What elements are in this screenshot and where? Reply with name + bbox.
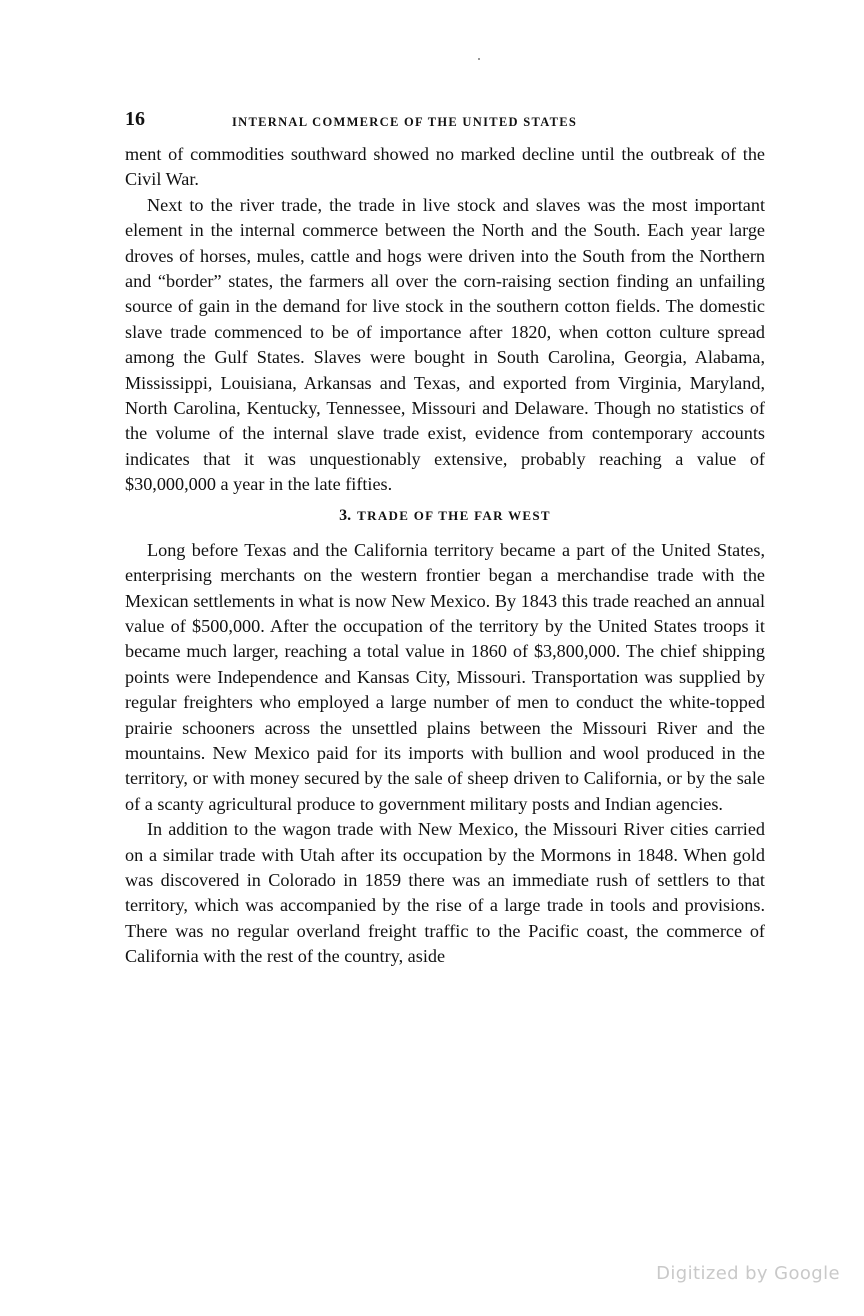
- paragraph-wagon-trade: In addition to the wagon trade with New Mexico, the Missouri River cities carried on a similar trade with Utah after its occupation by the Mormons in 1848. When gold was discovered in Colorado in 1859 there was an immediate rush of settlers to that territory, which was accompanied by the rise of a large trade in tools and provisions. There was no regular overland freight traffic to the Pacific coast, the commerce of California with the rest of the country, aside: [125, 819, 765, 967]
- book-page: [125, 108, 765, 970]
- section-title: TRADE OF THE FAR WEST: [357, 507, 551, 523]
- page-number: 16: [125, 108, 145, 130]
- scan-speck: [478, 58, 480, 60]
- paragraph-far-west-trade: Long before Texas and the California territory became a part of the United States, enterprising merchants on the western frontier began a merchandise trade with the Mexican settlements in what is now New Mexico. By 1843 this trade reached an annual value of $500,000. After the occupation of the territory by the United States troops it became much larger, reaching a total value in 1860 of $3,800,000. The chief shipping points were Independence and Kansas City, Missouri. Transportation was supplied by regular freighters who employed a large number of men to conduct the white-topped prairie schooners across the unsettled plains between the Missouri River and the mountains. New Mexico paid for its imports with bullion and wool produced in the territory, or with money secured by the sale of sheep driven to California, or by the sale of a scanty agricultural produce to government military posts and Indian agencies.: [125, 539, 765, 814]
- section-heading: [125, 506, 765, 526]
- running-head: INTERNAL COMMERCE OF THE UNITED STATES: [232, 115, 578, 129]
- digitized-watermark: Digitized by Google: [656, 1263, 840, 1284]
- paragraph-continuation: ment of commodities southward showed no marked decline until the outbreak of the Civil War.: [125, 144, 765, 190]
- page-header: [125, 108, 765, 142]
- paragraph-live-stock-slave-trade: Next to the river trade, the trade in live stock and slaves was the most important element in the internal commerce between the North and the South. Each year large droves of horses, mules, cattle and hogs were driven into the South from the Northern and “border” states, the farmers all over the corn-raising section finding an unfailing source of gain in the demand for live stock in the southern cotton fields. The domestic slave trade commenced to be of importance after 1820, when cotton culture spread among the Gulf States. Slaves were bought in South Carolina, Georgia, Alabama, Mississippi, Louisiana, Arkansas and Texas, and exported from Virginia, Maryland, North Carolina, Kentucky, Tennessee, Missouri and Delaware. Though no statistics of the volume of the internal slave trade exist, evidence from contemporary accounts indicates that it was unquestionably extensive, probably reaching a value of $30,000,000 a year in the late fifties.: [125, 194, 765, 495]
- section-number: 3.: [339, 506, 352, 524]
